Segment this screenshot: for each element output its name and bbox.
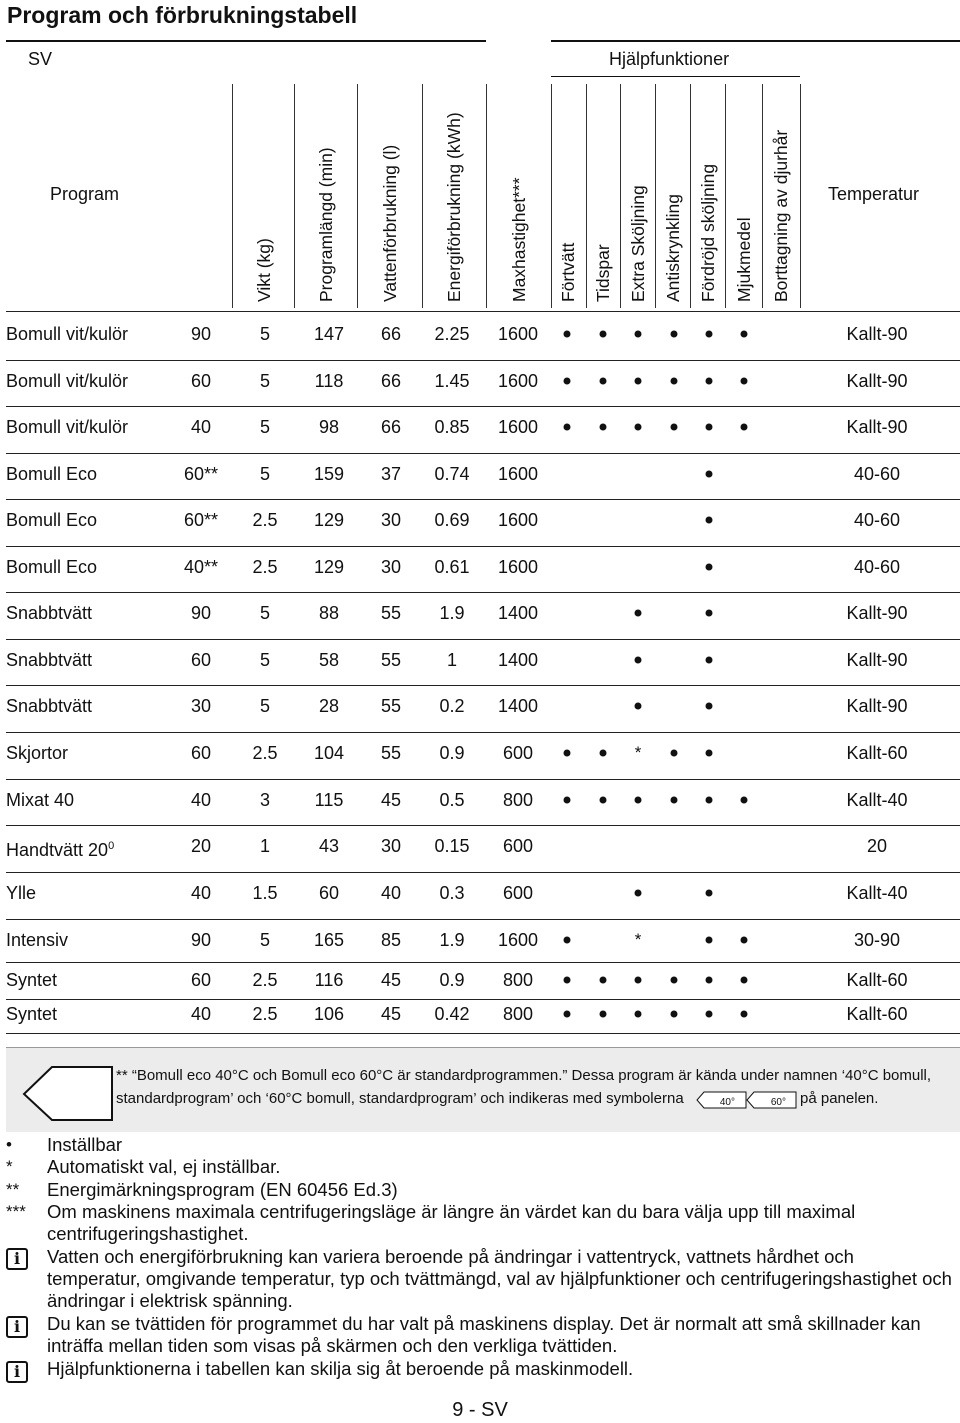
table-cell: 58	[318, 650, 340, 670]
adjustable-dot	[564, 797, 571, 804]
info-text-aux-functions: Hjälpfunktionerna i tabellen kan skilja sig åt beroende på maskinmodell.	[47, 1358, 634, 1379]
adjustable-dot	[635, 331, 642, 338]
column-header: Vikt (kg)	[254, 238, 274, 302]
table-cell: 800	[502, 1004, 534, 1024]
row-separator	[6, 546, 960, 547]
legend-symbol-double-star: **	[6, 1180, 20, 1199]
table-cell: 800	[502, 790, 534, 810]
program-name: Syntet	[6, 1004, 58, 1024]
note-text	[116, 1064, 946, 1110]
table-cell: 116	[314, 970, 344, 990]
table-cell: 40	[190, 883, 212, 903]
info-icon: i	[6, 1361, 28, 1383]
temperature-cell: Kallt-90	[846, 696, 908, 716]
table-cell: 1.9	[439, 930, 465, 950]
program-name: Bomull Eco	[6, 464, 98, 484]
adjustable-dot	[706, 471, 713, 478]
table-cell: 2.25	[434, 324, 470, 344]
adjustable-dot	[741, 424, 748, 431]
adjustable-dot	[741, 797, 748, 804]
adjustable-dot	[635, 703, 642, 710]
table-cell: 60	[190, 650, 212, 670]
automatic-star: *	[634, 930, 642, 949]
aux-column-header: Antiskrynkling	[663, 194, 683, 302]
table-cell: 45	[380, 790, 402, 810]
adjustable-dot	[706, 378, 713, 385]
table-cell: 55	[380, 603, 402, 623]
aux-column-header: Extra Sköljning	[628, 185, 648, 302]
table-cell: 66	[380, 371, 402, 391]
table-cell: 5	[259, 930, 271, 950]
table-cell: 5	[259, 696, 271, 716]
adjustable-dot	[635, 378, 642, 385]
adjustable-dot	[741, 1011, 748, 1018]
table-cell: 0.15	[434, 836, 470, 856]
row-separator	[6, 999, 960, 1000]
adjustable-dot	[635, 1011, 642, 1018]
aux-column-header: Förtvätt	[558, 242, 578, 302]
adjustable-dot	[564, 378, 571, 385]
table-top-rule	[6, 311, 960, 312]
table-cell: 45	[380, 1004, 402, 1024]
column-divider	[486, 84, 487, 308]
temperature-cell: Kallt-60	[846, 970, 908, 990]
adjustable-dot	[635, 610, 642, 617]
aux-group-label: Hjälpfunktioner	[609, 49, 730, 69]
table-cell: 55	[380, 696, 402, 716]
legend-text-energy-label: Energimärkningsprogram (EN 60456 Ed.3)	[47, 1179, 398, 1200]
table-cell: 5	[259, 324, 271, 344]
table-cell: 60	[190, 371, 212, 391]
table-cell: 1.5	[252, 883, 278, 903]
program-name: Bomull vit/kulör	[6, 324, 129, 344]
column-divider	[655, 84, 656, 308]
table-cell: 40**	[183, 557, 219, 577]
table-cell: 66	[380, 417, 402, 437]
table-cell: 60**	[183, 510, 219, 530]
table-cell: 0.9	[439, 970, 465, 990]
header-rule-right	[551, 40, 960, 42]
table-cell: 0.69	[434, 510, 470, 530]
table-cell: 1600	[497, 371, 539, 391]
program-name: Snabbtvätt	[6, 696, 93, 716]
adjustable-dot	[706, 564, 713, 571]
table-cell: 159	[313, 464, 345, 484]
header-rule-left	[6, 40, 486, 42]
column-divider	[551, 84, 552, 308]
column-header: Vattenförbrukning (l)	[380, 144, 400, 302]
program-name: Snabbtvätt	[6, 603, 93, 623]
program-name: Snabbtvätt	[6, 650, 93, 670]
adjustable-dot	[741, 977, 748, 984]
column-header: Energiförbrukning (kWh)	[444, 112, 464, 302]
column-divider	[620, 84, 621, 308]
table-cell: 1	[259, 836, 271, 856]
program-header: Program	[50, 184, 120, 204]
temperature-cell: Kallt-40	[846, 790, 908, 810]
table-cell: 85	[380, 930, 402, 950]
adjustable-dot	[564, 937, 571, 944]
region-label: SV	[28, 49, 53, 69]
table-cell: 3	[259, 790, 271, 810]
row-separator	[6, 919, 960, 920]
program-name: Syntet	[6, 970, 58, 990]
program-name: Ylle	[6, 883, 37, 903]
row-separator	[6, 962, 960, 963]
program-name: Handtvätt $20^0$	[6, 840, 115, 860]
program-name: Bomull vit/kulör	[6, 371, 129, 391]
symbol-60: 60°	[770, 1097, 786, 1109]
note-line-2-text: standardprogram’ och ‘60°C bomull, standardprogram’ och indikeras med symbolerna	[116, 1090, 684, 1107]
table-cell: 1600	[497, 510, 539, 530]
column-divider	[800, 84, 801, 308]
table-cell: 1.45	[434, 371, 470, 391]
adjustable-dot	[706, 331, 713, 338]
note-line-2-end: på panelen.	[800, 1090, 879, 1107]
row-separator	[6, 592, 960, 593]
table-cell: 1400	[497, 603, 539, 623]
temperature-cell: Kallt-90	[846, 417, 908, 437]
temperature-cell: Kallt-40	[846, 883, 908, 903]
info-text-consumption: Vatten och energiförbrukning kan variera beroende på ändringar i vattentryck, vattnets hårdhet och temperatur, omgivande temperatur, typ och tvättmängd, val av hjälpfunktioner och centrifugeringshastighet och ändringar i elektrisk spänning.	[47, 1246, 952, 1311]
table-cell: 1600	[497, 464, 539, 484]
table-cell: 45	[380, 970, 402, 990]
column-divider	[294, 84, 295, 308]
table-cell: 90	[190, 324, 212, 344]
aux-column-header: Fördröjd sköljning	[698, 163, 718, 302]
adjustable-dot	[671, 977, 678, 984]
table-cell: 129	[313, 557, 345, 577]
table-cell: 129	[313, 510, 345, 530]
adjustable-dot	[706, 797, 713, 804]
table-cell: 30	[190, 696, 212, 716]
table-cell: 2.5	[252, 557, 278, 577]
adjustable-dot	[706, 610, 713, 617]
temperature-cell: 40-60	[853, 510, 901, 530]
table-cell: 2.5	[252, 743, 278, 763]
temperature-cell: 40-60	[853, 464, 901, 484]
table-cell: 60	[190, 743, 212, 763]
table-cell: 55	[380, 650, 402, 670]
row-separator	[6, 779, 960, 780]
table-cell: 40	[190, 417, 212, 437]
adjustable-dot	[671, 797, 678, 804]
table-cell: 1	[446, 650, 458, 670]
table-cell: 40	[190, 1004, 212, 1024]
table-cell: 60	[190, 970, 212, 990]
adjustable-dot	[600, 977, 607, 984]
column-divider	[357, 84, 358, 308]
table-cell: 165	[313, 930, 345, 950]
adjustable-dot	[600, 424, 607, 431]
table-cell: 600	[502, 743, 534, 763]
row-separator	[6, 1033, 960, 1034]
adjustable-dot	[741, 937, 748, 944]
adjustable-dot	[706, 517, 713, 524]
row-separator	[6, 872, 960, 873]
adjustable-dot	[564, 750, 571, 757]
table-cell: 118	[314, 371, 344, 391]
table-cell: 5	[259, 417, 271, 437]
table-cell: 5	[259, 371, 271, 391]
table-cell: 20	[190, 836, 212, 856]
table-cell: 600	[502, 883, 534, 903]
table-cell: 28	[318, 696, 340, 716]
table-cell: 90	[190, 603, 212, 623]
table-cell: 1400	[497, 696, 539, 716]
aux-column-header: Tidspar	[593, 244, 613, 302]
info-icon: i	[6, 1316, 28, 1338]
adjustable-dot	[635, 977, 642, 984]
adjustable-dot	[564, 424, 571, 431]
symbol-badges	[688, 1092, 796, 1109]
table-cell: 1400	[497, 650, 539, 670]
adjustable-dot	[706, 890, 713, 897]
row-separator	[6, 406, 960, 407]
adjustable-dot	[635, 424, 642, 431]
adjustable-dot	[706, 424, 713, 431]
temperature-header: Temperatur	[828, 184, 920, 204]
table-cell: 1600	[497, 557, 539, 577]
table-cell: 1600	[497, 324, 539, 344]
adjustable-dot	[564, 331, 571, 338]
table-cell: 115	[314, 790, 344, 810]
row-separator	[6, 639, 960, 640]
adjustable-dot	[635, 797, 642, 804]
table-cell: 0.85	[434, 417, 470, 437]
table-cell: 60**	[183, 464, 219, 484]
table-cell: 30	[380, 557, 402, 577]
adjustable-dot	[635, 657, 642, 664]
column-divider	[762, 84, 763, 308]
program-name: Mixat 40	[6, 790, 75, 810]
adjustable-dot	[671, 750, 678, 757]
legend-text-automatic: Automatiskt val, ej inställbar.	[47, 1156, 281, 1177]
adjustable-dot	[600, 331, 607, 338]
table-cell: 40	[190, 790, 212, 810]
adjustable-dot	[706, 657, 713, 664]
table-cell: 0.5	[439, 790, 465, 810]
aux-group-underline	[551, 76, 800, 77]
adjustable-dot	[706, 977, 713, 984]
adjustable-dot	[706, 937, 713, 944]
table-cell: 5	[259, 603, 271, 623]
adjustable-dot	[671, 378, 678, 385]
table-cell: 147	[313, 324, 345, 344]
temperature-cell: Kallt-90	[846, 650, 908, 670]
program-name: Bomull vit/kulör	[6, 417, 129, 437]
column-divider	[586, 84, 587, 308]
row-separator	[6, 499, 960, 500]
table-cell: 1600	[497, 930, 539, 950]
table-cell: 0.9	[439, 743, 465, 763]
automatic-star: *	[634, 743, 642, 762]
temperature-cell: Kallt-90	[846, 603, 908, 623]
page-number: 9 - SV	[452, 1399, 508, 1421]
adjustable-dot	[635, 890, 642, 897]
aux-column-header: Mjukmedel	[734, 217, 754, 302]
page-title: Program och förbrukningstabell	[7, 2, 358, 28]
table-cell: 106	[313, 1004, 345, 1024]
table-cell: 0.2	[439, 696, 465, 716]
adjustable-dot	[706, 703, 713, 710]
temperature-cell: Kallt-90	[846, 371, 908, 391]
table-cell: 2.5	[252, 1004, 278, 1024]
legend-symbol-star: *	[6, 1157, 13, 1176]
table-cell: 60	[318, 883, 340, 903]
adjustable-dot	[741, 331, 748, 338]
legend-symbol-dot: •	[6, 1135, 12, 1154]
legend-symbol-triple-star: ***	[6, 1202, 26, 1221]
table-cell: 1600	[497, 417, 539, 437]
table-cell: 1.9	[439, 603, 465, 623]
table-cell: 600	[502, 836, 534, 856]
note-line-1: ** “Bomull eco 40°C och Bomull eco 60°C är standardprogrammen.” Dessa program är kända under namnen ‘40°C bomull,	[116, 1067, 932, 1084]
table-cell: 30	[380, 836, 402, 856]
adjustable-dot	[564, 1011, 571, 1018]
temperature-cell: 30-90	[853, 930, 901, 950]
table-cell: 37	[380, 464, 402, 484]
table-cell: 0.3	[439, 883, 465, 903]
program-name: Intensiv	[6, 930, 69, 950]
row-separator	[6, 685, 960, 686]
adjustable-dot	[600, 797, 607, 804]
legend-text-max-spin: Om maskinens maximala centrifugeringsläge är längre än värdet kan du bara välja upp till maximal centrifugeringshastighet.	[47, 1201, 856, 1244]
adjustable-dot	[600, 378, 607, 385]
adjustable-dot	[600, 1011, 607, 1018]
program-superscript: 0	[108, 840, 115, 852]
row-separator	[6, 453, 960, 454]
temperature-cell: Kallt-60	[846, 743, 908, 763]
info-text-display-time: Du kan se tvättiden för programmet du har valt på maskinens display. Det är normalt att små skillnader kan inträffa mellan tiden som visas på skärmen och den verkliga tvättiden.	[47, 1313, 921, 1356]
table-cell: 5	[259, 650, 271, 670]
table-cell: 5	[259, 464, 271, 484]
symbol-40: 40°	[719, 1097, 735, 1109]
row-separator	[6, 825, 960, 826]
note-line-2	[116, 1087, 946, 1110]
column-header: Maxhastighet***	[509, 177, 529, 302]
table-cell: 800	[502, 970, 534, 990]
temperature-cell: 20	[866, 836, 888, 856]
adjustable-dot	[564, 977, 571, 984]
row-separator	[6, 732, 960, 733]
program-name: Bomull Eco	[6, 510, 98, 530]
program-name: Bomull Eco	[6, 557, 98, 577]
table-cell: 55	[380, 743, 402, 763]
temperature-cell: Kallt-90	[846, 324, 908, 344]
table-cell: 2.5	[252, 510, 278, 530]
table-cell: 2.5	[252, 970, 278, 990]
temperature-cell: Kallt-60	[846, 1004, 908, 1024]
table-cell: 98	[318, 417, 340, 437]
table-cell: 90	[190, 930, 212, 950]
column-divider	[232, 84, 233, 308]
legend-text-adjustable: Inställbar	[47, 1134, 123, 1155]
program-label-icon	[22, 1066, 114, 1122]
column-header: Programlängd (min)	[316, 147, 336, 302]
adjustable-dot	[706, 750, 713, 757]
adjustable-dot	[671, 424, 678, 431]
adjustable-dot	[706, 1011, 713, 1018]
column-divider	[422, 84, 423, 308]
table-cell: 0.42	[434, 1004, 470, 1024]
table-cell: 30	[380, 510, 402, 530]
row-separator	[6, 360, 960, 361]
table-cell: 66	[380, 324, 402, 344]
info-icon: i	[6, 1248, 28, 1270]
table-cell: 88	[318, 603, 340, 623]
table-cell: 43	[318, 836, 340, 856]
table-cell: 0.61	[434, 557, 470, 577]
table-cell: 104	[313, 743, 345, 763]
aux-column-header: Borttagning av djurhår	[771, 129, 791, 302]
temperature-cell: 40-60	[853, 557, 901, 577]
column-divider	[725, 84, 726, 308]
adjustable-dot	[741, 378, 748, 385]
adjustable-dot	[600, 750, 607, 757]
table-cell: 0.74	[434, 464, 470, 484]
column-divider	[690, 84, 691, 308]
program-name: Skjortor	[6, 743, 69, 763]
adjustable-dot	[671, 331, 678, 338]
adjustable-dot	[671, 1011, 678, 1018]
table-cell: 40	[380, 883, 402, 903]
